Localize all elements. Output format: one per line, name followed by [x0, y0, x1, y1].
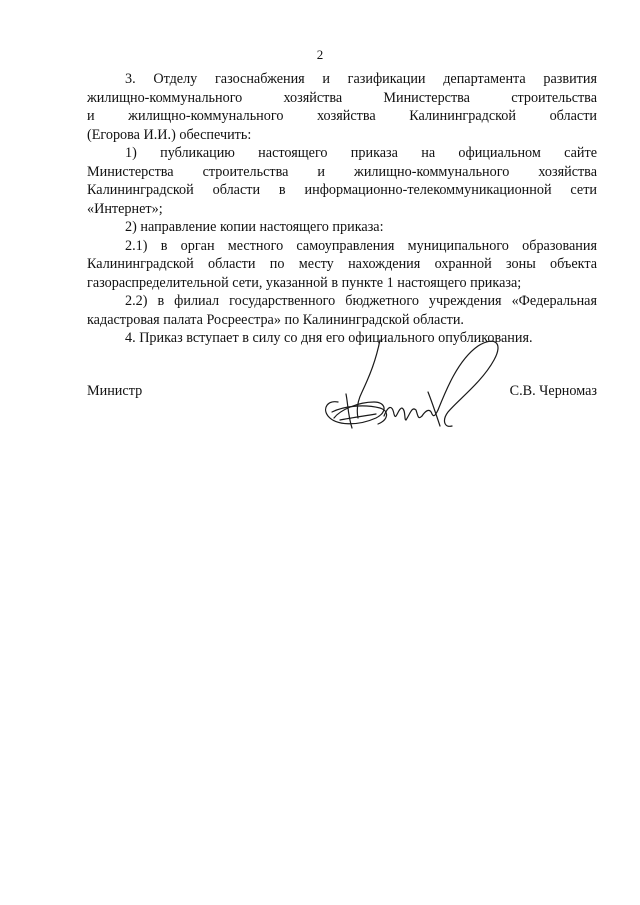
item-2-2-line-1: 2.2) в филиал государственного бюджетного учреждения «Федеральная — [125, 293, 597, 309]
paragraph-3-line-4: (Егорова И.И.) обеспечить: — [87, 126, 252, 143]
paragraph-3-line-2: жилищно-коммунального хозяйства Министерства строительства — [87, 89, 597, 106]
item-2-1-line-3: газораспределительной сети, указанной в пункте 1 настоящего приказа; — [87, 274, 522, 291]
paragraph-4-line-1: 4. Приказ вступает в силу со дня его официального опубликования. — [125, 330, 533, 346]
item-2-line-1: 2) направление копии настоящего приказа: — [125, 219, 384, 235]
paragraph-3-line-1: 3. Отделу газоснабжения и газификации департамента развития — [125, 71, 597, 87]
handwritten-signature-icon — [318, 330, 508, 440]
item-1-line-2: Министерства строительства и жилищно-коммунального хозяйства — [87, 163, 597, 180]
signatory-name: С.В. Черномаз — [509, 383, 597, 399]
page-number: 2 — [316, 47, 324, 62]
item-1-line-1: 1) публикацию настоящего приказа на официальном сайте — [125, 145, 597, 161]
item-2-1-line-1: 2.1) в орган местного самоуправления муниципального образования — [125, 237, 597, 254]
signatory-title: Министр — [87, 383, 143, 399]
item-2-1-line-2: Калининградской области по месту нахождения охранной зоны объекта — [87, 256, 597, 272]
item-1-line-4: «Интернет»; — [87, 200, 163, 217]
paragraph-3-line-3: и жилищно-коммунального хозяйства Калининградской области — [87, 108, 597, 124]
document-body — [87, 70, 597, 348]
item-2-2-line-2: кадастровая палата Росреестра» по Калининградской области. — [87, 311, 464, 328]
item-1-line-3: Калининградской области в информационно-телекоммуникационной сети — [87, 182, 597, 198]
